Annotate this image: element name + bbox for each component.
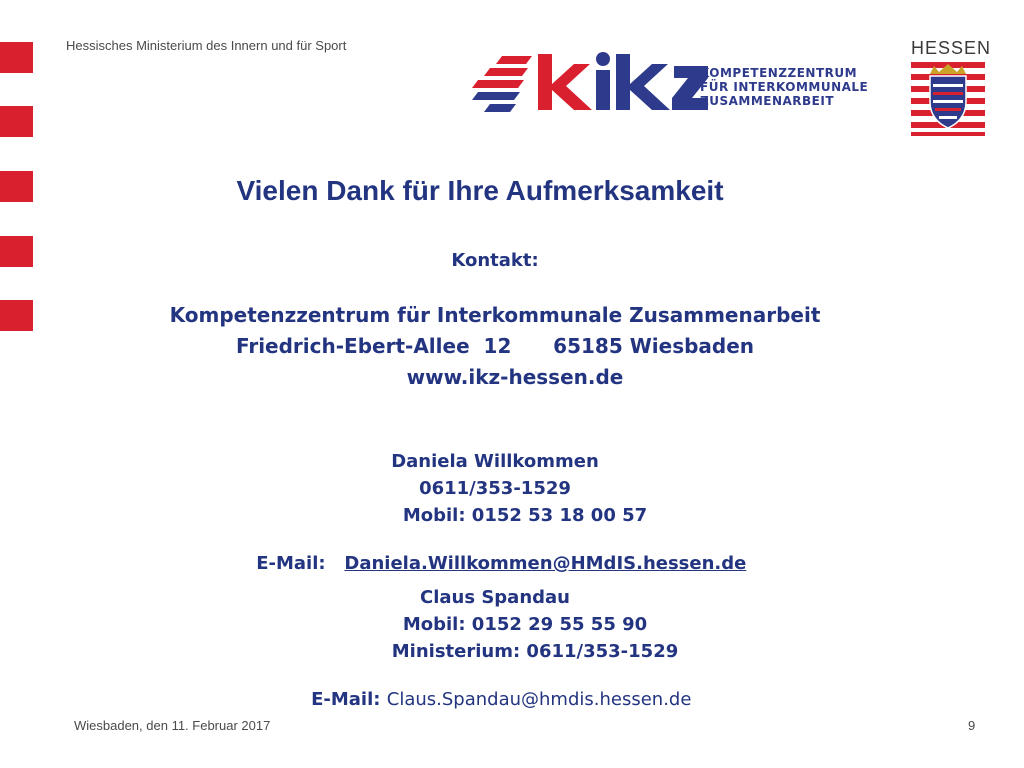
contact-label: Kontakt: bbox=[451, 250, 539, 271]
logo-caption: KOMPETENZZENTRUM FÜR INTERKOMMUNALE ZUSAMMENARBEIT bbox=[700, 66, 869, 108]
footer-location-date: Wiesbaden, den 11. Februar 2017 bbox=[74, 718, 271, 733]
org-address: Friedrich-Ebert-Allee 12 65185 Wiesbaden bbox=[235, 334, 755, 358]
person1-mobile: Mobil: 0152 53 18 00 57 bbox=[402, 505, 648, 526]
org-website-link[interactable]: www.ikz-hessen.de bbox=[406, 365, 624, 389]
org-name: Kompetenzzentrum für Interkommunale Zusammenarbeit bbox=[169, 303, 821, 327]
person1-phone: 0611/353-1529 bbox=[419, 478, 571, 499]
person2-mobile: Mobil: 0152 29 55 55 90 bbox=[402, 614, 648, 635]
person2-name: Claus Spandau bbox=[420, 587, 570, 608]
person1-email-link[interactable]: Daniela.Willkommen@HMdIS.hessen.de bbox=[344, 553, 747, 574]
person2-ministry-phone: Ministerium: 0611/353-1529 bbox=[391, 641, 679, 662]
side-bar-2 bbox=[0, 106, 33, 137]
person2-email-row bbox=[0, 668, 990, 710]
person2-email-link[interactable]: Claus.Spandau@hmdis.hessen.de bbox=[386, 689, 692, 710]
ministry-name: Hessisches Ministerium des Innern und für Sport bbox=[66, 38, 347, 53]
person2-email-label: E-Mail: bbox=[311, 689, 381, 710]
hessen-coat-of-arms-icon bbox=[911, 62, 985, 136]
hessen-wordmark: HESSEN bbox=[911, 38, 992, 58]
person1-email-label: E-Mail: bbox=[256, 553, 326, 574]
person1-name: Daniela Willkommen bbox=[391, 451, 599, 472]
page-number: 9 bbox=[968, 718, 976, 733]
side-bar-1 bbox=[0, 42, 33, 73]
person1-email-row bbox=[0, 532, 990, 574]
page-title: Vielen Dank für Ihre Aufmerksamkeit bbox=[236, 175, 724, 206]
